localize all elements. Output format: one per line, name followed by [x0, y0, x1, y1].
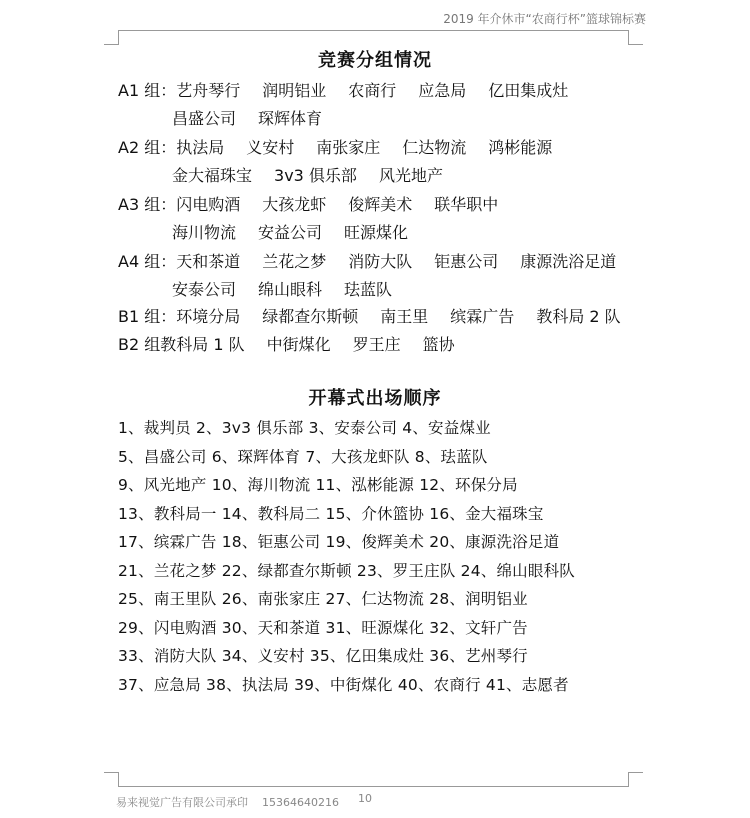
group-teams — [176, 252, 638, 271]
group-row — [118, 192, 520, 215]
group-label: B2 组 — [118, 335, 161, 354]
printer-name: 易来视觉广告有限公司承印 — [116, 796, 248, 809]
team-name: 俊辉美术 — [348, 195, 413, 214]
footer-rule — [118, 786, 628, 787]
page-footer — [116, 794, 353, 810]
groups-title: 竞赛分组情况 — [318, 50, 432, 71]
team-name: 绵山眼科 — [258, 280, 323, 299]
group-row — [118, 249, 638, 272]
team-name: 消防大队 — [348, 252, 413, 271]
page-number: 10 — [358, 792, 372, 805]
group-teams — [176, 307, 642, 326]
team-name: 钜惠公司 — [434, 252, 499, 271]
crop-mark-bottom-right — [628, 772, 643, 787]
team-name: 海川物流 — [172, 223, 237, 242]
team-name: 旺源煤化 — [344, 223, 409, 242]
team-name: 天和茶道 — [176, 252, 241, 271]
group-teams — [176, 81, 590, 100]
team-name: 亿田集成灶 — [488, 81, 569, 100]
group-teams — [172, 280, 414, 299]
group-row — [118, 78, 590, 101]
header-rule — [118, 30, 628, 31]
group-teams — [172, 109, 344, 128]
team-name: 篮协 — [422, 335, 455, 354]
group-teams — [176, 195, 520, 214]
opening-order-row: 9、风光地产 10、海川物流 11、泓彬能源 12、环保分局 — [118, 476, 518, 494]
opening-order-row: 33、消防大队 34、义安村 35、亿田集成灶 36、艺州琴行 — [118, 647, 528, 665]
team-name: 大孩龙虾 — [262, 195, 327, 214]
team-name: 鸿彬能源 — [488, 138, 553, 157]
group-teams — [172, 166, 465, 185]
crop-mark-bottom-left — [104, 772, 119, 787]
group-row — [172, 220, 430, 243]
team-name: 金大福珠宝 — [172, 166, 253, 185]
team-name: 罗王庄 — [352, 335, 401, 354]
team-name: 教科局 2 队 — [536, 307, 621, 326]
opening-order-row: 25、南王里队 26、南张家庄 27、仁达物流 28、润明铝业 — [118, 590, 528, 608]
team-name: 艺舟琴行 — [176, 81, 241, 100]
opening-order-title: 开幕式出场顺序 — [308, 388, 442, 409]
team-name: 琛辉体育 — [258, 109, 323, 128]
group-row — [118, 304, 643, 327]
group-row — [172, 163, 465, 186]
team-name: 闪电购酒 — [176, 195, 241, 214]
page-header: 2019 年介休市“农商行杯”篮球锦标赛 — [443, 12, 646, 26]
team-name: 环境分局 — [176, 307, 241, 326]
group-teams — [172, 223, 430, 242]
group-row — [118, 332, 477, 355]
team-name: 南张家庄 — [316, 138, 381, 157]
team-name: 缤霖广告 — [450, 307, 515, 326]
crop-mark-top-left — [104, 30, 119, 45]
team-name: 昌盛公司 — [172, 109, 237, 128]
team-name: 绿都查尔斯顿 — [262, 307, 359, 326]
team-name: 义安村 — [246, 138, 295, 157]
group-label: A4 组： — [118, 252, 177, 271]
group-row — [172, 277, 414, 300]
opening-order-row: 5、昌盛公司 6、琛辉体育 7、大孩龙虾队 8、珐蓝队 — [118, 447, 488, 466]
printer-phone: 15364640216 — [262, 796, 339, 809]
opening-order-row: 21、兰花之梦 22、绿都查尔斯顿 23、罗王庄队 24、绵山眼科队 — [118, 561, 575, 580]
opening-order-row: 17、缤霖广告 18、钜惠公司 19、俊辉美术 20、康源洗浴足道 — [118, 533, 560, 551]
team-name: 农商行 — [348, 81, 397, 100]
group-label: A3 组： — [118, 195, 177, 214]
opening-order-row: 29、闪电购酒 30、天和茶道 31、旺源煤化 32、文轩广告 — [118, 618, 528, 637]
team-name: 风光地产 — [378, 166, 443, 185]
group-teams — [176, 138, 574, 157]
team-name: 3v3 俱乐部 — [274, 166, 357, 185]
opening-order-row: 13、教科局一 14、教科局二 15、介休篮协 16、金大福珠宝 — [118, 504, 544, 523]
group-label: A1 组： — [118, 81, 177, 100]
team-name: 仁达物流 — [402, 138, 467, 157]
team-name: 珐蓝队 — [344, 280, 393, 299]
team-name: 执法局 — [176, 138, 225, 157]
team-name: 联华职中 — [434, 195, 499, 214]
group-teams — [160, 335, 476, 354]
team-name: 南王里 — [380, 307, 429, 326]
team-name: 应急局 — [418, 81, 467, 100]
team-name: 康源洗浴足道 — [520, 252, 617, 271]
group-label: B1 组： — [118, 307, 177, 326]
team-name: 安泰公司 — [172, 280, 237, 299]
team-name: 安益公司 — [258, 223, 323, 242]
crop-mark-top-right — [628, 30, 643, 45]
team-name: 润明铝业 — [262, 81, 327, 100]
group-label: A2 组： — [118, 138, 177, 157]
team-name: 教科局 1 队 — [160, 335, 245, 354]
group-row — [118, 135, 574, 158]
opening-order-row: 1、裁判员 2、3v3 俱乐部 3、安泰公司 4、安益煤业 — [118, 419, 491, 437]
group-row — [172, 106, 344, 129]
team-name: 兰花之梦 — [262, 252, 327, 271]
team-name: 中街煤化 — [266, 335, 331, 354]
opening-order-row: 37、应急局 38、执法局 39、中街煤化 40、农商行 41、志愿者 — [118, 675, 569, 694]
